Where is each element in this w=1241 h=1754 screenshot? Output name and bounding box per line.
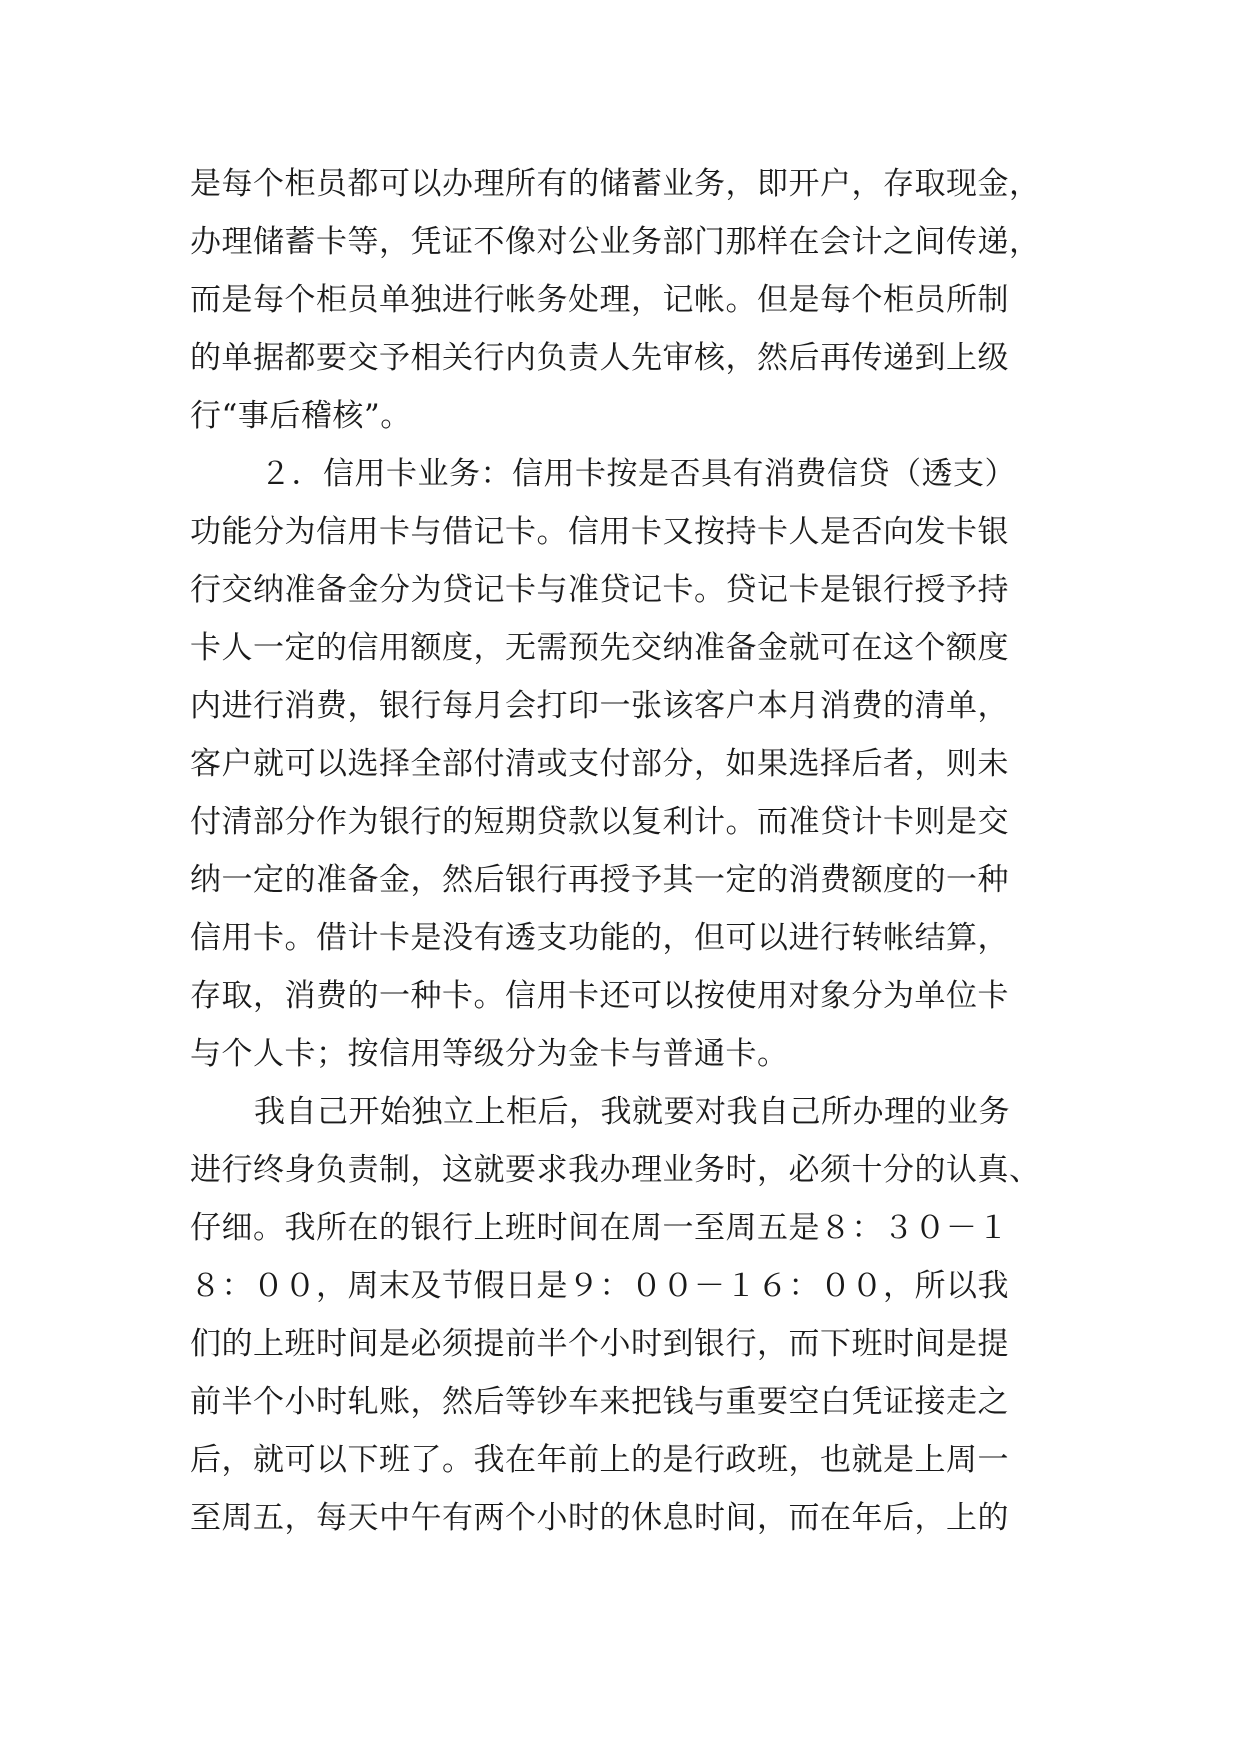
- text-line: 至周五，每天中午有两个小时的休息时间，而在年后，上的: [190, 1500, 1009, 1536]
- text-line: 而是每个柜员单独进行帐务处理，记帐。但是每个柜员所制: [190, 282, 1009, 318]
- text-line: 后，就可以下班了。我在年前上的是行政班，也就是上周一: [190, 1442, 1009, 1478]
- text-line: 与个人卡；按信用等级分为金卡与普通卡。: [190, 1036, 789, 1072]
- text-line: 客户就可以选择全部付清或支付部分，如果选择后者，则未: [190, 746, 1009, 782]
- paragraph-first-line: ２．信用卡业务：信用卡按是否具有消费信贷（透支）: [260, 456, 1016, 492]
- text-line: 是每个柜员都可以办理所有的储蓄业务，即开户，存取现金，: [190, 166, 1041, 202]
- text-line: 们的上班时间是必须提前半个小时到银行，而下班时间是提: [190, 1326, 1009, 1362]
- text-line: 行交纳准备金分为贷记卡与准贷记卡。贷记卡是银行授予持: [190, 572, 1009, 608]
- text-line: 前半个小时轧账，然后等钞车来把钱与重要空白凭证接走之: [190, 1384, 1009, 1420]
- text-line: 仔细。我所在的银行上班时间在周一至周五是８：３０－１: [190, 1210, 1009, 1246]
- text-line: 信用卡。借计卡是没有透支功能的，但可以进行转帐结算，: [190, 920, 1009, 956]
- text-line: ８：００，周末及节假日是９：００－１６：００，所以我: [190, 1268, 1009, 1304]
- text-line: 卡人一定的信用额度，无需预先交纳准备金就可在这个额度: [190, 630, 1009, 666]
- paragraph-first-line: 我自己开始独立上柜后，我就要对我自己所办理的业务: [254, 1094, 1010, 1130]
- text-line: 纳一定的准备金，然后银行再授予其一定的消费额度的一种: [190, 862, 1009, 898]
- text-line: 存取，消费的一种卡。信用卡还可以按使用对象分为单位卡: [190, 978, 1009, 1014]
- text-line: 的单据都要交予相关行内负责人先审核，然后再传递到上级: [190, 340, 1009, 376]
- text-line: 行“事后稽核”。: [190, 398, 412, 434]
- text-line: 办理储蓄卡等，凭证不像对公业务部门那样在会计之间传递，: [190, 224, 1041, 260]
- text-line: 付清部分作为银行的短期贷款以复利计。而准贷计卡则是交: [190, 804, 1009, 840]
- text-line: 功能分为信用卡与借记卡。信用卡又按持卡人是否向发卡银: [190, 514, 1009, 550]
- text-line: 内进行消费，银行每月会打印一张该客户本月消费的清单，: [190, 688, 1009, 724]
- text-line: 进行终身负责制，这就要求我办理业务时，必须十分的认真、: [190, 1152, 1041, 1188]
